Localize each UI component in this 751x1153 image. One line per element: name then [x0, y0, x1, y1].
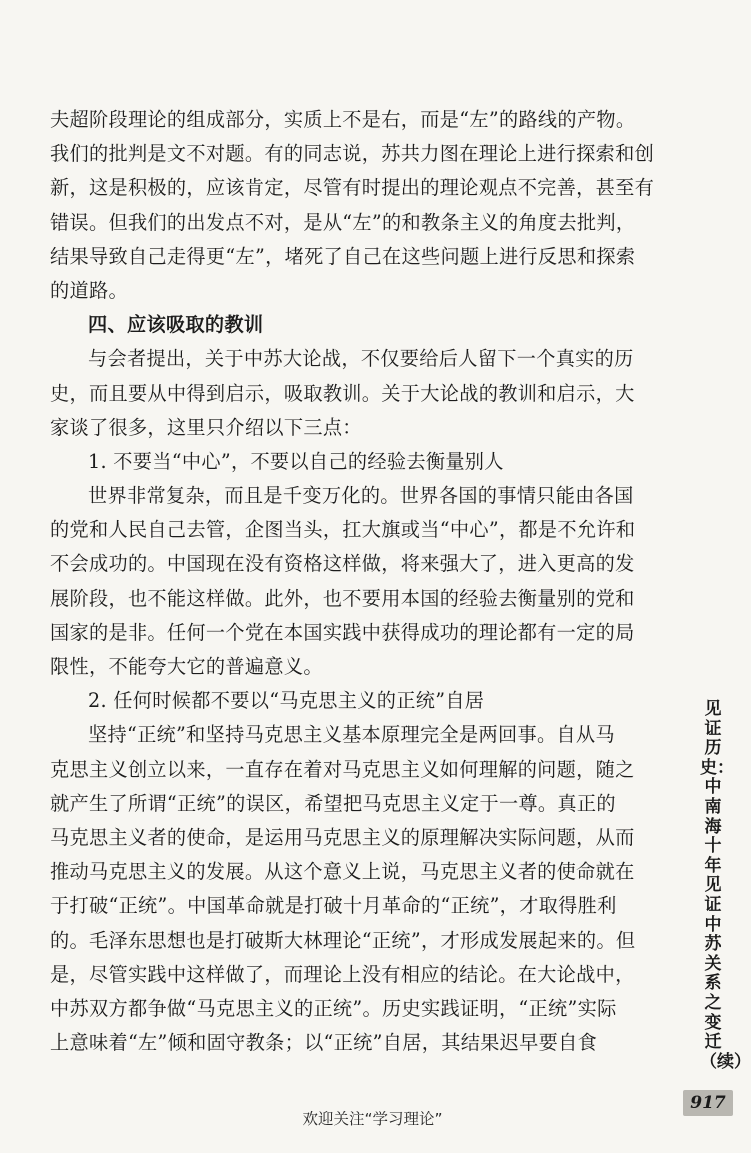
text-line: 夫超阶段理论的组成部分，实质上不是右，而是“左”的路线的产物。 [50, 108, 636, 131]
text-line: 就产生了所谓“正统”的误区，希望把马克思主义定于一尊。真正的 [50, 791, 616, 815]
text-line: 展阶段，也不能这样做。此外，也不要用本国的经验去衡量别的党和 [50, 586, 635, 610]
text-line: 不会成功的。中国现在没有资格这样做，将来强大了，进入更高的发 [50, 552, 635, 576]
text-line: 坚持“正统”和坚持马克思主义基本原理完全是两回事。自从马 [88, 723, 615, 747]
text-line: 与会者提出，关于中苏大论战，不仅要给后人留下一个真实的历 [88, 347, 634, 371]
text-line: 的。毛泽东思想也是打破斯大林理论“正统”，才形成发展起来的。但 [50, 928, 636, 952]
running-title: 见证历史：中南海十年见证中苏关系之变迁（续） [700, 699, 751, 1072]
text-line: 1. 不要当“中心”，不要以自己的经验去衡量别人 [88, 449, 504, 473]
footer-note: 欢迎关注“学习理论” [302, 1110, 443, 1128]
section-heading: 四、应该吸取的教训 [88, 313, 264, 337]
text-line: 史，而且要从中得到启示，吸取教训。关于大论战的教训和启示，大 [50, 381, 635, 405]
text-line: 我们的批判是文不对题。有的同志说，苏共力图在理论上进行探索和创 [50, 142, 655, 166]
text-line: 家谈了很多，这里只介绍以下三点： [50, 415, 362, 439]
text-line: 新，这是积极的，应该肯定，尽管有时提出的理论观点不完善，甚至有 [50, 176, 655, 200]
text-line: 2. 任何时候都不要以“马克思主义的正统”自居 [88, 689, 485, 713]
text-line: 限性，不能夸大它的普遍意义。 [50, 655, 323, 678]
text-line: 克思主义创立以来，一直存在着对马克思主义如何理解的问题，随之 [50, 757, 635, 781]
text-line: 的道路。 [50, 278, 128, 302]
text-line: 国家的是非。任何一个党在本国实践中获得成功的理论都有一定的局 [50, 620, 635, 644]
text-line: 的党和人民自己去管，企图当头，扛大旗或当“中心”，都是不允许和 [50, 518, 636, 542]
body-text [50, 103, 658, 1060]
text-line: 推动马克思主义的发展。从这个意义上说，马克思主义者的使命就在 [50, 860, 635, 884]
text-line: 是，尽管实践中这样做了，而理论上没有相应的结论。在大论战中， [50, 962, 635, 986]
text-line: 结果导致自己走得更“左”，堵死了自己在这些问题上进行反思和探索 [50, 244, 636, 268]
text-line: 马克思主义者的使命，是运用马克思主义的原理解决实际问题，从而 [50, 825, 635, 849]
text-line: 上意味着“左”倾和固守教条；以“正统”自居，其结果迟早要自食 [50, 1031, 598, 1055]
page-number: 917 [683, 1090, 733, 1116]
text-line: 错误。但我们的出发点不对，是从“左”的和教条主义的角度去批判， [50, 210, 636, 234]
text-line: 于打破“正统”。中国革命就是打破十月革命的“正统”，才取得胜利 [50, 894, 617, 918]
text-line: 中苏双方都争做“马克思主义的正统”。历史实践证明，“正统”实际 [50, 996, 617, 1020]
text-line: 世界非常复杂，而且是千变万化的。世界各国的事情只能由各国 [88, 484, 634, 508]
